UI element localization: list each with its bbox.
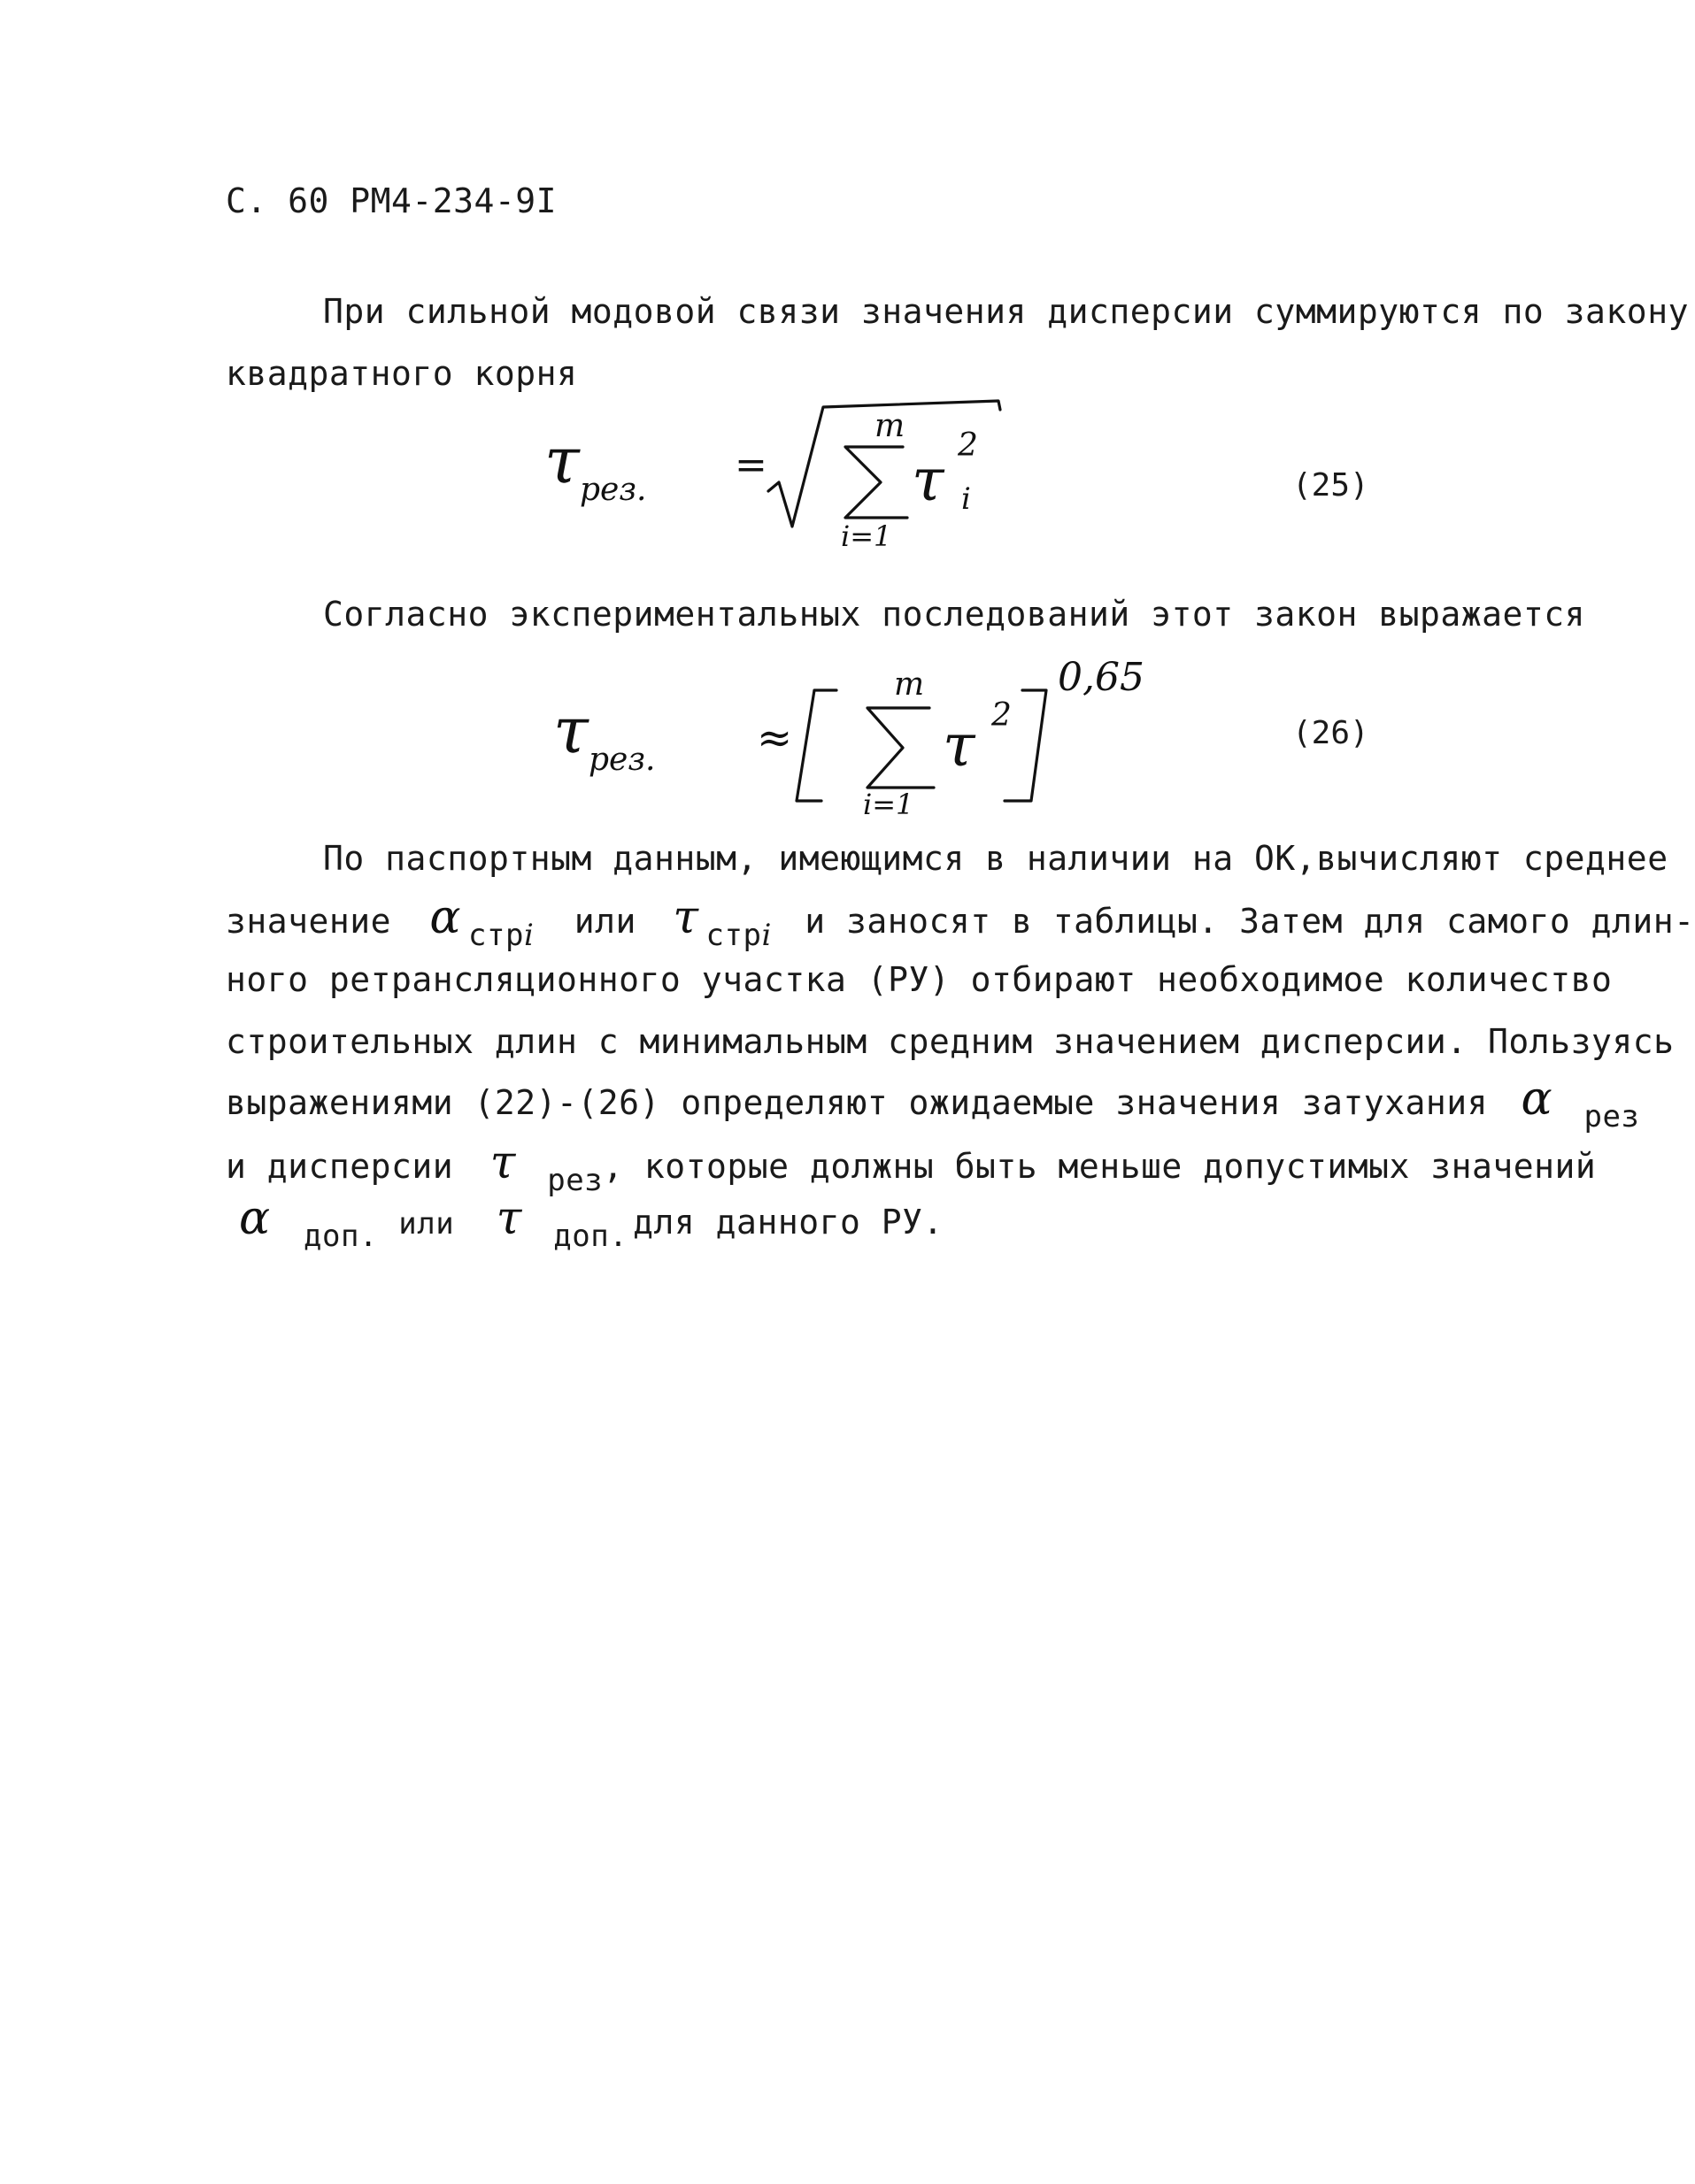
eq25-equals: = <box>735 442 767 488</box>
page-header: С. 60 РМ4-234-9I <box>226 181 558 220</box>
equation-25 <box>531 394 1027 553</box>
tau-symbol: τ <box>489 1136 516 1189</box>
sigma-symbol <box>845 447 907 518</box>
eq25-term-sup: 2 <box>958 427 978 464</box>
eq26-sum-lower: i=1 <box>863 788 914 821</box>
paragraph-line <box>226 1136 1597 1198</box>
subscript: стр <box>468 918 524 953</box>
eq25-term: τ <box>912 446 944 514</box>
subscript: стр <box>705 918 762 953</box>
text-run: значение <box>226 902 392 941</box>
tau-symbol: τ <box>673 891 699 944</box>
alpha-symbol: α <box>1521 1073 1553 1126</box>
text-run: и заносят в таблицы. Затем для самого длин- <box>805 902 1695 941</box>
eq26-sum-upper: m <box>894 666 925 703</box>
text-run: , которые должны быть меньше допустимых значений <box>603 1147 1597 1186</box>
text-run: или <box>398 1206 455 1242</box>
eq25-sum-upper: m <box>874 408 905 444</box>
subscript-index: i <box>761 918 772 953</box>
tau-symbol: τ <box>496 1192 522 1245</box>
equation-26 <box>540 655 1177 823</box>
paragraph-line: Согласно экспериментальных последований этот закон выражается <box>323 595 1586 634</box>
paragraph-line <box>239 1192 944 1254</box>
equation-number-25: (25) <box>1292 467 1369 504</box>
paragraph-line: По паспортным данным, имеющимся в наличии на ОК,вычисляют среднее <box>323 839 1668 878</box>
sigma-symbol <box>867 708 934 788</box>
paragraph-line <box>226 1073 1640 1134</box>
text-run: или <box>574 902 636 941</box>
eq25-term-sub: i <box>961 481 971 517</box>
paragraph-line: При сильной модовой связи значения дисперсии суммируются по закону <box>323 292 1689 331</box>
eq25-lhs-sub: рез. <box>580 472 647 508</box>
alpha-symbol: α <box>429 891 462 944</box>
subscript-index: i <box>523 918 535 953</box>
eq25-lhs: τ <box>544 423 580 497</box>
text-run: и дисперсии <box>226 1147 454 1186</box>
text-run: выражениями (22)-(26) определяют ожидаемые значения затухания <box>226 1083 1489 1122</box>
eq26-exponent: 0,65 <box>1058 655 1144 700</box>
eq26-approx: ≈ <box>757 713 793 763</box>
eq26-term: τ <box>943 711 975 780</box>
subscript: рез <box>547 1163 604 1198</box>
paragraph-line: квадратного корня <box>226 354 578 393</box>
subscript: доп. <box>553 1219 628 1254</box>
equation-number-26: (26) <box>1292 715 1369 751</box>
eq26-lhs: τ <box>553 693 589 767</box>
text-run: для данного РУ. <box>633 1203 944 1242</box>
eq26-lhs-sub: рез. <box>589 742 656 778</box>
paragraph-line: ного ретрансляционного участка (РУ) отбирают необходимое количество <box>226 960 1613 999</box>
alpha-symbol: α <box>239 1192 271 1245</box>
eq26-term-sup: 2 <box>991 697 1012 734</box>
paragraph-line: строительных длин с минимальным средним значением дисперсии. Пользуясь <box>226 1022 1675 1061</box>
left-bracket <box>797 690 836 801</box>
eq25-sum-lower: i=1 <box>841 519 892 553</box>
subscript: доп. <box>304 1219 378 1254</box>
subscript: рез <box>1583 1099 1640 1134</box>
paragraph-line <box>226 891 1695 953</box>
